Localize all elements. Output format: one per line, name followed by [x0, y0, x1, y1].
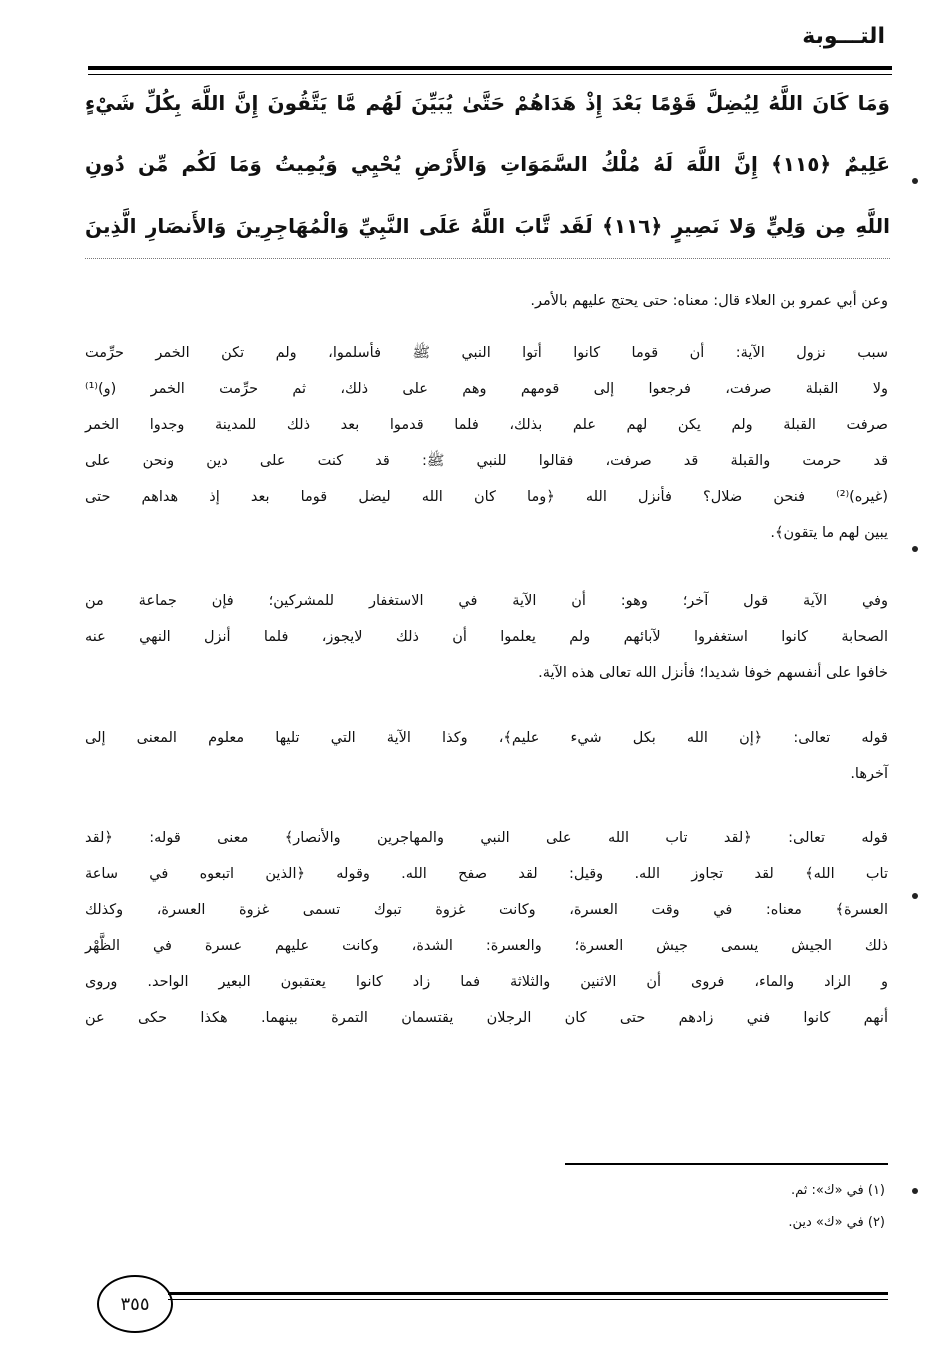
footnote-rule [565, 1163, 888, 1165]
body-line: قوله تعالى: ﴿لقد تاب الله على النبي والمهاجرين والأنصار﴾ معنى قوله: ﴿لقد [85, 830, 888, 846]
body-line: يبين لهم ما يتقون﴾. [770, 525, 888, 541]
quran-verse-line: اللَّهِ مِن وَلِيٍّ وَلا نَصِيرٍ ﴿١١٦﴾ لَقَد تَّابَ اللَّهُ عَلَى النَّبِيِّ وَالْمُهَاجِرِينَ وَالأَنصَارِ الَّذِينَ [85, 214, 890, 238]
body-line: العسرة﴾ معناه: في وقت العسرة، وكانت غزوة تبوك تسمى غزوة العسرة، وكذلك [85, 902, 888, 918]
body-line: ذلك الجيش يسمى جيش العسرة؛ والعسرة: الشدة، وكانت عليهم عسرة في الظَّهْر [85, 938, 888, 954]
footnote: (١) في «ك»: ثم. [791, 1183, 885, 1198]
body-line: أنهم كانوا فني زادهم حتى كان الرجلان يقتسمان التمرة بينهما. هكذا حكى عن [85, 1010, 888, 1026]
quran-verse-line: عَلِيمٌ ﴿١١٥﴾ إِنَّ اللَّهَ لَهُ مُلْكُ السَّمَوَاتِ وَالأَرْضِ يُحْيِي وَيُمِيتُ وَمَا لَكُم مِّن دُونِ [85, 152, 890, 176]
page-number-circle [97, 1275, 173, 1333]
page-number: ٣٥٥ [120, 1293, 150, 1315]
verse-separator-dotted-line [85, 258, 890, 259]
body-line: ولا القبلة صرفت، فرجعوا إلى قومهم وهم على ذلك، ثم حرِّمت الخمر (و)⁽¹⁾ [85, 381, 888, 397]
scan-mark-dot [912, 178, 918, 184]
body-line: وفي الآية قول آخر؛ وهو: أن الآية في الاستغفار للمشركين؛ فإن جماعة من [85, 593, 888, 609]
body-line: صرفت القبلة ولم يكن لهم علم بذلك، فلما قدموا بعد ذلك للمدينة وجدوا الخمر [85, 417, 888, 433]
body-line: (غيره)⁽²⁾ فنحن ضلال؟ فأنزل الله ﴿وما كان الله ليضل قوما بعد إذ هداهم حتى [85, 489, 888, 505]
scan-mark-dot [912, 893, 918, 899]
body-line: خافوا على أنفسهم خوفا شديدا؛ فأنزل الله تعالى هذه الآية. [538, 665, 888, 681]
body-line: الصحابة كانوا استغفروا لآبائهم ولم يعلموا أن ذلك لايجوز، فلما أنزل النهي عنه [85, 629, 888, 645]
body-line: قد حرمت والقبلة قد صرفت، فقالوا للنبي ﷺ: قد كنت على دين ونحن على [85, 453, 888, 469]
scan-mark-dot [912, 1188, 918, 1194]
running-header-title: التـــوبة [802, 24, 885, 49]
header-double-rule [88, 66, 892, 75]
body-line: وعن أبي عمرو بن العلاء قال: معناه: حتى يحتج عليهم بالأمر. [530, 293, 888, 309]
body-line: قوله تعالى: ﴿إن الله بكل شيء عليم﴾، وكذا الآية التي تليها معلوم المعنى إلى [85, 730, 888, 746]
body-line: و الزاد والماء، فروى أن الاثنين والثلاثة فما زاد كانوا يعتقبون البعير الواحد. وروى [85, 974, 888, 990]
body-line: تاب الله﴾ لقد تجاوز الله. وقيل: لقد صفح الله. وقوله ﴿الذين اتبعوه في ساعة [85, 866, 888, 882]
quran-verse-line: وَمَا كَانَ اللَّهُ لِيُضِلَّ قَوْمًا بَعْدَ إِذْ هَدَاهُمْ حَتَّىٰ يُبَيِّنَ لَهُم مَّا يَتَّقُونَ إِنَّ اللَّهَ بِكُلِّ شَيْءٍ [85, 91, 890, 115]
footer-double-rule [168, 1292, 888, 1300]
body-line: سبب نزول الآية: أن قوما كانوا أتوا النبي ﷺ فأسلموا، ولم تكن الخمر حرِّمت [85, 345, 888, 361]
scan-mark-dot [912, 546, 918, 552]
footnote: (٢) في «ك» دين. [788, 1215, 885, 1230]
body-line: آخرها. [850, 766, 888, 782]
